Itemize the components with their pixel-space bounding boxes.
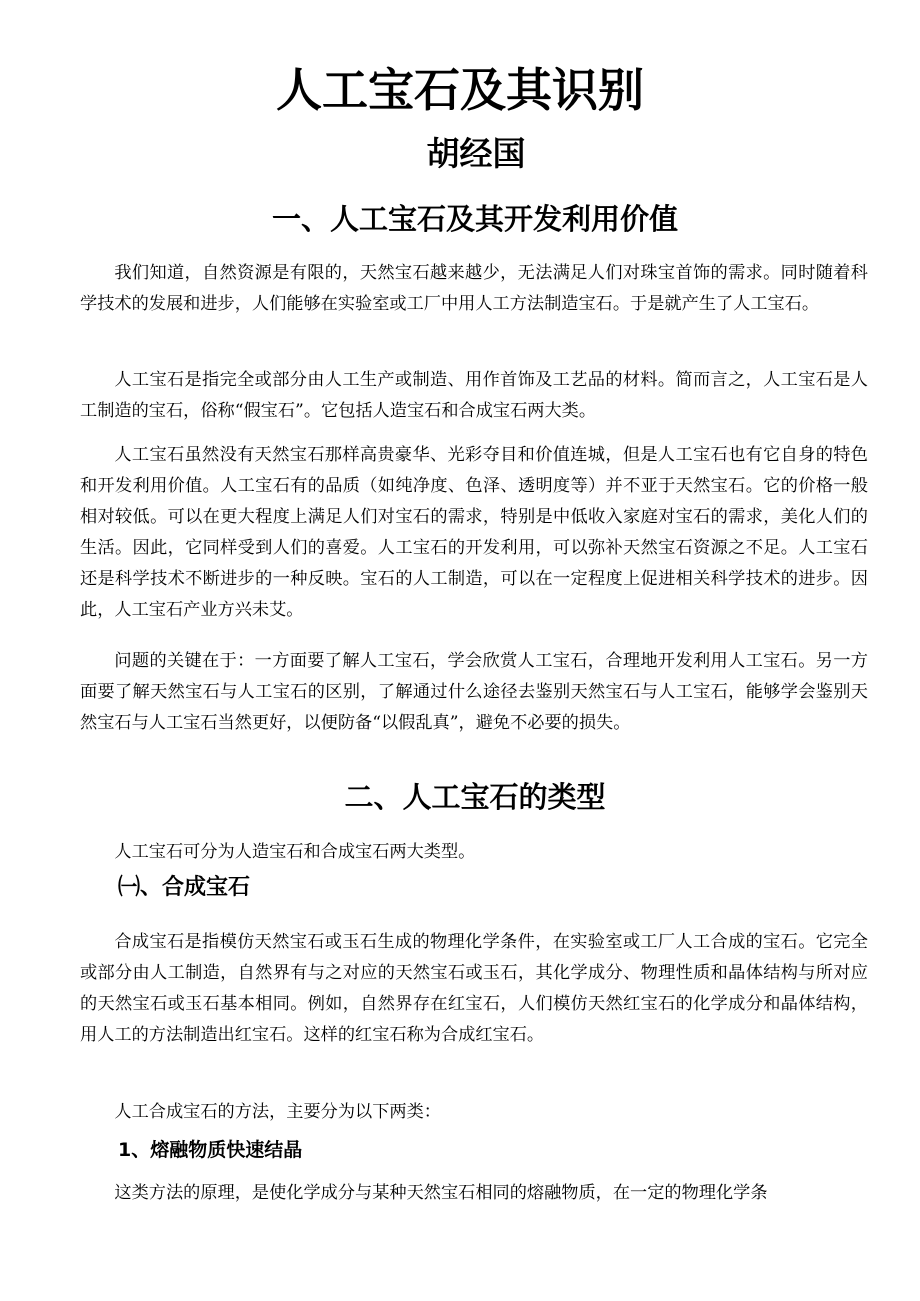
section-heading-2: 二、人工宝石的类型 xyxy=(344,780,606,814)
author-name: 胡经国 xyxy=(426,134,526,173)
paragraph: 人工合成宝石的方法，主要分为以下两类： xyxy=(114,1102,441,1122)
paragraph: 问题的关键在于：一方面要了解人工宝石，学会欣赏人工宝石，合理地开发利用人工宝石。另一方面要了解天然宝石与人工宝石的区别，了解通过什么途径去鉴别天然宝石与人工宝石，能够学会鉴别天然宝石与人工宝石当然更好，以便防备“以假乱真”，避免不必要的损失。 xyxy=(80,651,868,733)
paragraph: 这类方法的原理，是使化学成分与某种天然宝石相同的熔融物质，在一定的物理化学条 xyxy=(114,1183,768,1203)
paragraph: 人工宝石可分为人造宝石和合成宝石两大类型。 xyxy=(114,842,476,862)
document-title: 人工宝石及其识别 xyxy=(276,63,644,117)
paragraph: 我们知道，自然资源是有限的，天然宝石越来越少，无法满足人们对珠宝首饰的需求。同时随着科学技术的发展和进步，人们能够在实验室或工厂中用人工方法制造宝石。于是就产生了人工宝石。 xyxy=(80,263,868,314)
section-heading-1: 一、人工宝石及其开发利用价值 xyxy=(271,202,678,236)
paragraph: 人工宝石虽然没有天然宝石那样高贵豪华、光彩夺目和价值连城，但是人工宝石也有它自身的特色和开发利用价值。人工宝石有的品质（如纯净度、色泽、透明度等）并不亚于天然宝石。它的价格一般相对较低。可以在更大程度上满足人们对宝石的需求，特别是中低收入家庭对宝石的需求，美化人们的生活。因此，它同样受到人们的喜爱。人工宝石的开发利用，可以弥补天然宝石资源之不足。人工宝石还是科学技术不断进步的一种反映。宝石的人工制造，可以在一定程度上促进相关科学技术的进步。因此，人工宝石产业方兴未艾。 xyxy=(80,445,868,620)
paragraph: 人工宝石是指完全或部分由人工生产或制造、用作首饰及工艺品的材料。简而言之，人工宝石是人工制造的宝石，俗称“假宝石”。它包括人造宝石和合成宝石两大类。 xyxy=(80,370,868,421)
method-heading: 1、熔融物质快速结晶 xyxy=(118,1139,303,1161)
paragraph: 合成宝石是指模仿天然宝石或玉石生成的物理化学条件，在实验室或工厂人工合成的宝石。它完全或部分由人工制造，自然界有与之对应的天然宝石或玉石，其化学成分、物理性质和晶体结构与所对应的天然宝石或玉石基本相同。例如，自然界存在红宝石，人们模仿天然红宝石的化学成分和晶体结构，用人工的方法制造出红宝石。这样的红宝石称为合成红宝石。 xyxy=(80,932,868,1045)
subsection-heading: ㈠、合成宝石 xyxy=(118,875,251,900)
